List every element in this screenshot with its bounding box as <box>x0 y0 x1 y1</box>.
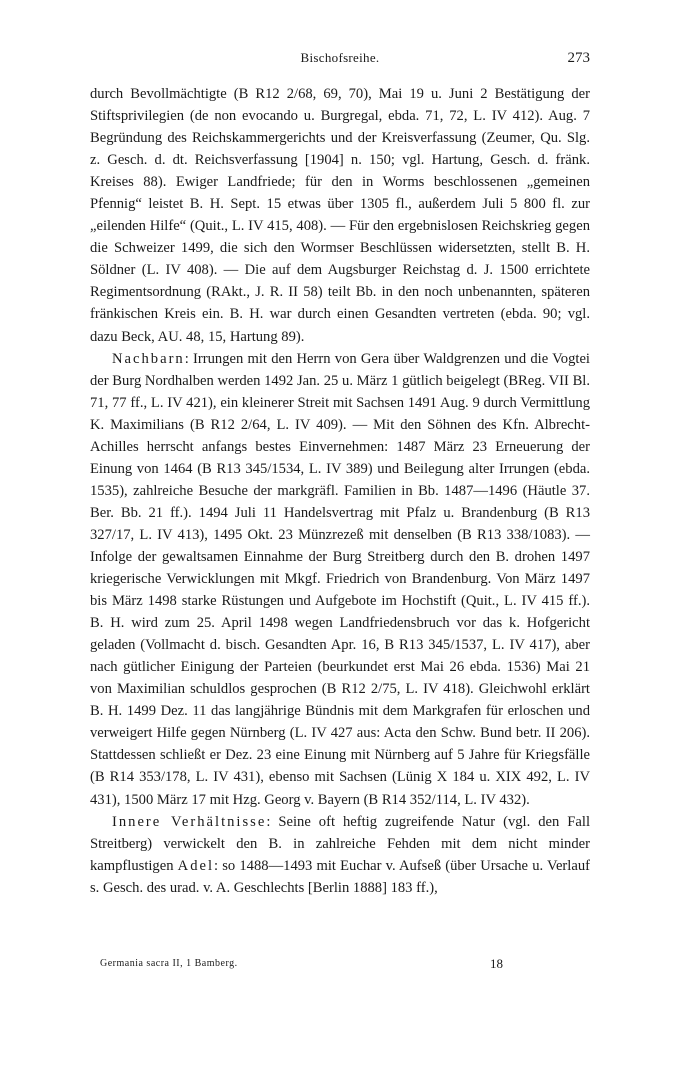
running-head <box>90 50 590 70</box>
body-text <box>90 83 590 899</box>
paragraph-1-text: durch Bevollmächtigte (B R12 2/68, 69, 70), Mai 19 u. Juni 2 Bestätigung der Stiftsprivilegien (de non evocando u. Burgregal, ebda. 71, 72, L. IV 412). Aug. 7 Begründung des Reichskammergerichts und der Kreisverfassung (Zeumer, Qu. Slg. z. Gesch. d. dt. Reichsverfassung [1904] n. 150; vgl. Hartung, Gesch. d. fränk. Kreises 88). Ewiger Landfriede; für den in Worms beschlossenen „gemeinen Pfennig“ leistet B. H. Sept. 15 etwas über 1305 fl., außerdem Juli 5 800 fl. zur „eilenden Hilfe“ (Quit., L. IV 415, 408). — Für den ergebnislosen Reichskrieg gegen die Schweizer 1499, die sich den Wormser Beschlüssen widersetzten, stellt B. H. Söldner (L. IV 408). — Die auf dem Augsburger Reichstag d. J. 1500 errichtete Regimentsordnung (RAkt., J. R. II 58) teilt Bb. in den noch unbenannten, späteren fränkischen Kreis ein. B. H. war durch einen Gesandten vertreten (ebda. 90; vgl. dazu Beck, AU. 48, 15, Hartung 89). <box>90 86 590 345</box>
signature-number: 18 <box>490 956 503 971</box>
paragraph-2 <box>90 348 590 811</box>
page-number: 273 <box>567 50 590 66</box>
section-heading-nachbarn: Nachbarn <box>112 350 185 367</box>
signature-note: Germania sacra II, 1 Bamberg. <box>100 958 238 969</box>
section-heading-innere-verhaeltnisse: Innere Verhältnisse <box>112 813 267 830</box>
emphasis-adel: Adel <box>177 857 215 874</box>
paragraph-1 <box>90 83 590 348</box>
running-title: Bischofsreihe. <box>300 50 380 65</box>
paragraph-3-text-a: : Seine oft heftig zugreifende Natur (vgl. den Fall Streitberg) verwickelt den B. in zahlreiche Fehden mit dem nicht minder kampflustigen <box>90 813 590 874</box>
signature-footer <box>90 958 590 974</box>
paragraph-3-text-b: : so 1488—1493 mit Euchar v. Aufseß (über Ursache u. Verlauf s. Gesch. des urad. v. A. Geschlechts [Berlin 1888] 183 ff.), <box>90 857 590 896</box>
paragraph-3 <box>90 811 590 899</box>
paragraph-2-text: : Irrungen mit den Herrn von Gera über Waldgrenzen und die Vogtei der Burg Nordhalben werden 1492 Jan. 25 u. März 1 gütlich beigelegt (BReg. VII Bl. 71, 77 ff., L. IV 421), ein kleinerer Streit mit Sachsen 1491 Aug. 9 durch Vermittlung K. Maximilians (B R12 2/64, L. IV 409). — Mit den Söhnen des Kfn. Albrecht-Achilles herrscht anfangs bestes Einvernehmen: 1487 März 23 Erneuerung der Einung von 1464 (B R13 345/1534, L. IV 389) und Beilegung alter Irrungen (ebda. 1535), zahlreiche Besuche der markgräfl. Familien in Bb. 1487—1496 (Häutle 37. Ber. Bb. 21 ff.). 1494 Juli 11 Handelsvertrag mit Pfalz u. Brandenburg (B R13 327/17, L. IV 413), 1495 Okt. 23 Münzrezeß mit denselben (B R13 338/1083). — Infolge der gewaltsamen Einnahme der Burg Streitberg durch den B. drohen 1497 kriegerische Verwicklungen mit Mkgf. Friedrich von Brandenburg. Von März 1497 bis März 1498 starke Rüstungen und Aufgebote im Hochstift (Quit., L. IV 415 ff.). B. H. wird zum 25. April 1498 wegen Landfriedensbruch vor das k. Hofgericht geladen (Vollmacht d. bisch. Gesandten Apr. 16, B R13 345/1537, L. IV 417), aber nach gütlicher Einigung der Parteien (beurkundet erst Mai 26 ebda. 1536) Mai 21 von Maximilian schuldlos gesprochen (B R12 2/75, L. IV 418). Gleichwohl erklärt B. H. 1499 Dez. 11 das langjährige Bündnis mit dem Markgrafen für erloschen und verweigert Hilfe gegen Nürnberg (L. IV 427 aus: Acta den Schw. Bund betr. II 206). Stattdessen schließt er Dez. 23 eine Einung mit Nürnberg auf 5 Jahre für Kriegsfälle (B R14 353/178, L. IV 431), ebenso mit Sachsen (Lünig X 184 u. XIX 492, L. IV 431), 1500 März 17 mit Hzg. Georg v. Bayern (B R14 352/114, L. IV 432). <box>90 350 590 808</box>
